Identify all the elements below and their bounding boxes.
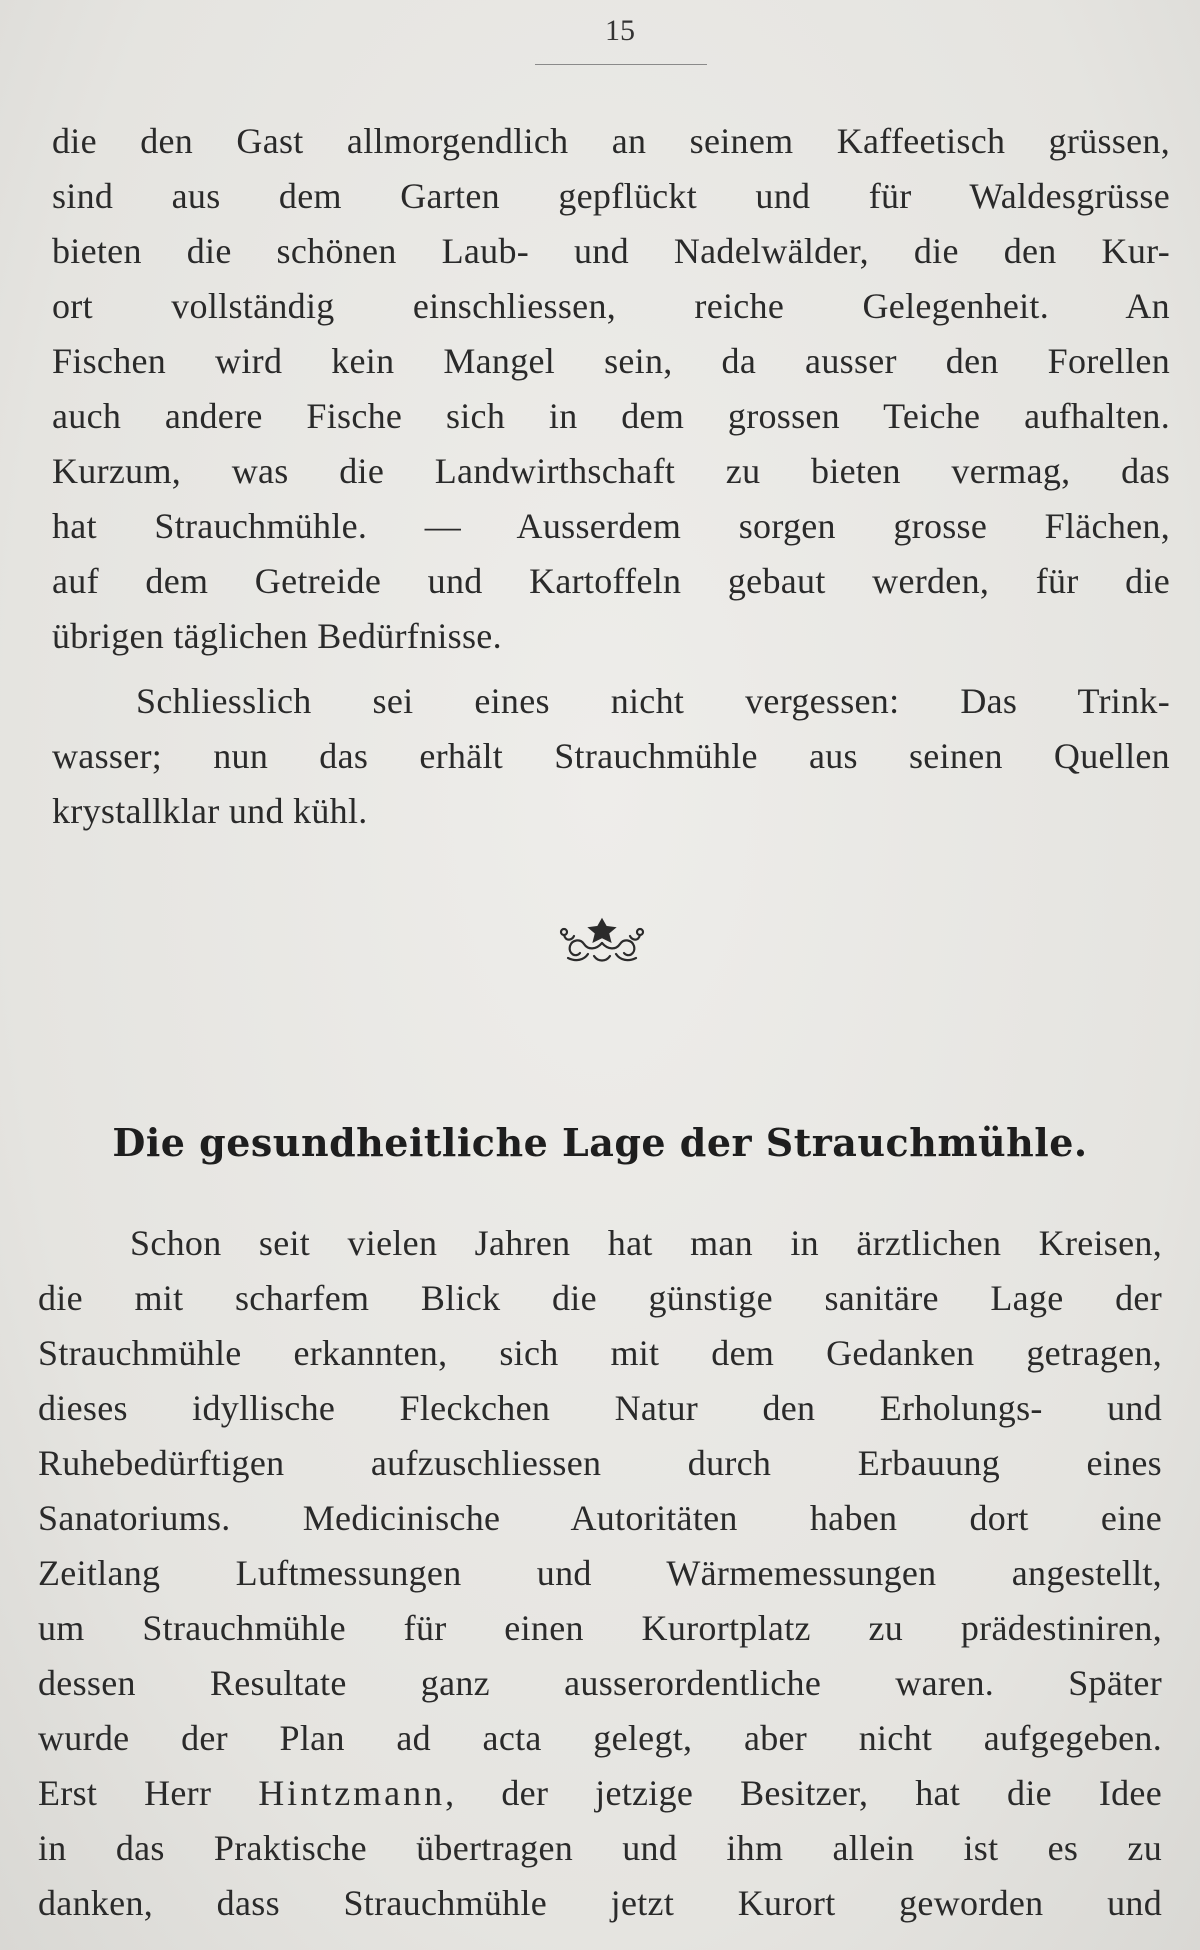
paragraph-line: krystallklar und kühl.: [52, 791, 368, 831]
paragraph-line: in das Praktische übertragen und ihm allein ist es zu: [38, 1828, 1162, 1868]
paragraph-line: dieses idyllische Fleckchen Natur den Erholungs- und: [38, 1388, 1162, 1428]
paragraph-line: Ruhebedürftigen aufzuschliessen durch Erbauung eines: [38, 1443, 1162, 1483]
line-text: , der jetzige Besitzer, hat die Idee: [445, 1773, 1162, 1813]
paragraph-line: um Strauchmühle für einen Kurortplatz zu prädestiniren,: [38, 1608, 1162, 1648]
section-heading: Die gesundheitliche Lage der Strauchmühle.: [112, 1120, 1088, 1165]
paragraph-line: danken, dass Strauchmühle jetzt Kurort geworden und: [38, 1883, 1162, 1923]
paragraph-line: Strauchmühle erkannten, sich mit dem Gedanken getragen,: [38, 1333, 1162, 1373]
paragraph-line: dessen Resultate ganz ausserordentliche waren. Später: [38, 1663, 1162, 1703]
page-number: 15: [605, 14, 635, 47]
owner-name: Hintzmann: [258, 1773, 446, 1813]
paragraph-line: Kurzum, was die Landwirthschaft zu bieten vermag, das: [52, 451, 1170, 491]
paragraph-line: hat Strauchmühle. — Ausserdem sorgen grosse Flächen,: [52, 506, 1170, 546]
paragraph-line: Zeitlang Luftmessungen und Wärmemessungen angestellt,: [38, 1553, 1162, 1593]
paragraph-line: auch andere Fische sich in dem grossen Teiche aufhalten.: [52, 396, 1170, 436]
paragraph-line: die mit scharfem Blick die günstige sanitäre Lage der: [38, 1278, 1162, 1318]
paragraph-line: wurde der Plan ad acta gelegt, aber nicht aufgegeben.: [38, 1718, 1162, 1758]
paragraph-line: Fischen wird kein Mangel sein, da ausser den Forellen: [52, 341, 1170, 381]
paragraph-line: Schon seit vielen Jahren hat man in ärztlichen Kreisen,: [130, 1223, 1162, 1263]
paragraph-line: Sanatoriums. Medicinische Autoritäten haben dort eine: [38, 1498, 1162, 1538]
paragraph-line: wasser; nun das erhält Strauchmühle aus seinen Quellen: [52, 736, 1170, 776]
paragraph-line: sind aus dem Garten gepflückt und für Waldesgrüsse: [52, 176, 1170, 216]
paragraph-line: die den Gast allmorgendlich an seinem Kaffeetisch grüssen,: [52, 121, 1170, 161]
paragraph-line: [38, 1766, 1162, 1821]
paragraph-line: bieten die schönen Laub- und Nadelwälder, die den Kur-: [52, 231, 1170, 271]
paragraph-line: Schliesslich sei eines nicht vergessen: Das Trink-: [136, 681, 1170, 721]
paragraph-line: auf dem Getreide und Kartoffeln gebaut werden, für die: [52, 561, 1170, 601]
line-text: Erst Herr: [38, 1773, 259, 1813]
page-number-rule: [535, 64, 707, 65]
floral-vignette-icon: [558, 910, 646, 970]
paragraph-line: ort vollständig einschliessen, reiche Gelegenheit. An: [52, 286, 1170, 326]
paragraph-line: übrigen täglichen Bedürfnisse.: [52, 616, 502, 656]
